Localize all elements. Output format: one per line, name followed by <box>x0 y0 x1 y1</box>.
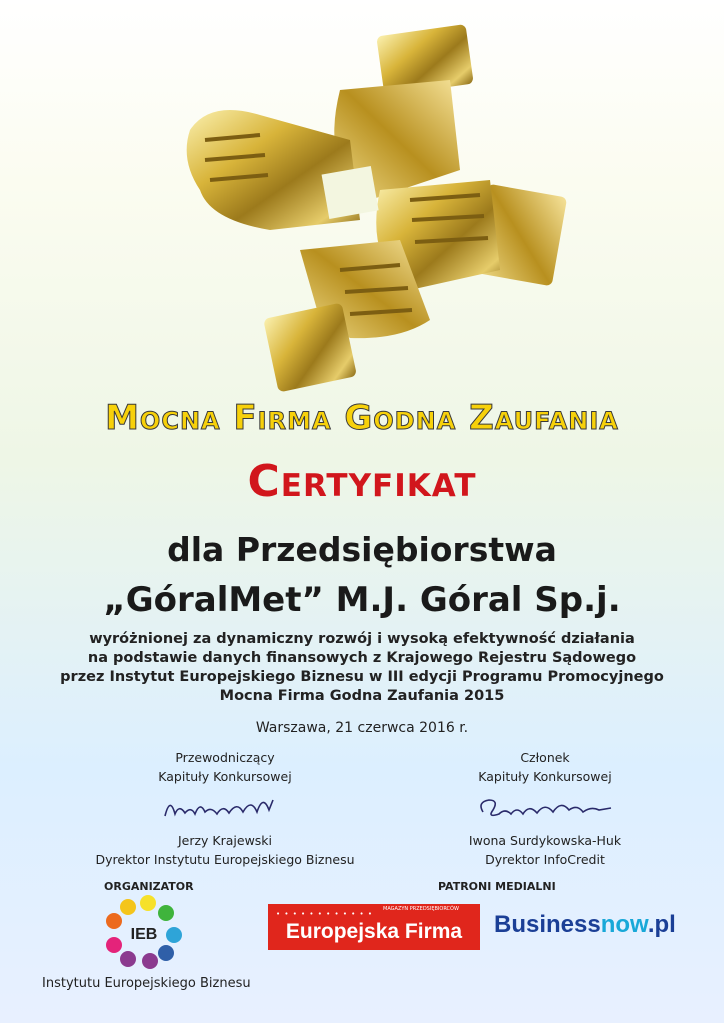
europejska-firma-tagline: MAGAZYN PRZEDSIĘBIORCÓW <box>383 906 459 912</box>
europejska-firma-dots: • • • • • • • • • • • • <box>276 910 374 918</box>
businessnow-logo <box>494 911 676 939</box>
signer-role-line1: Przewodniczący <box>175 750 275 765</box>
program-title: Mocna Firma Godna Zaufania <box>105 398 619 438</box>
ieb-dots-logo-icon <box>100 895 190 971</box>
description-line: na podstawie danych finansowych z Krajowego Rejestru Sądowego <box>87 650 637 666</box>
europejska-firma-name: Europejska Firma <box>285 920 463 943</box>
businessnow-part3: .pl <box>647 911 676 938</box>
signer-role-line2: Kapituły Konkursowej <box>478 769 612 784</box>
gold-hands-emblem-icon <box>150 20 570 400</box>
ieb-logo-text: IEB <box>130 926 158 943</box>
description-line: Mocna Firma Godna Zaufania 2015 <box>219 688 505 704</box>
businessnow-part1: Business <box>494 911 601 938</box>
organizer-label: ORGANIZATOR <box>104 880 194 893</box>
businessnow-part2: now <box>600 911 648 938</box>
signer-position: Dyrektor InfoCredit <box>485 852 605 867</box>
signature-block-left <box>60 748 390 869</box>
signer-role-line1: Członek <box>520 750 570 765</box>
signer-position: Dyrektor Instytutu Europejskiego Biznesu <box>95 852 355 867</box>
description-line: przez Instytut Europejskiego Biznesu w III edycji Programu Promocyjnego <box>60 669 664 685</box>
certificate-heading: Certyfikat <box>247 456 477 507</box>
place-date: Warszawa, 21 czerwca 2016 r. <box>255 720 469 736</box>
signer-role-line2: Kapituły Konkursowej <box>158 769 292 784</box>
company-name: „GóralMet” M.J. Góral Sp.j. <box>103 580 621 620</box>
signature-block-right <box>380 748 710 869</box>
signer-name: Iwona Surdykowska-Huk <box>468 833 622 848</box>
for-label: dla Przedsiębiorstwa <box>167 530 557 569</box>
europejska-firma-logo <box>268 904 480 950</box>
description-line: wyróżnionej za dynamiczny rozwój i wysoką efektywność działania <box>89 631 635 647</box>
handwritten-signature-surdykowska <box>465 786 625 826</box>
signer-name: Jerzy Krajewski <box>177 833 273 848</box>
organizer-name: Instytutu Europejskiego Biznesu <box>42 976 251 991</box>
handwritten-signature-krajewski <box>145 786 305 826</box>
patrons-label: PATRONI MEDIALNI <box>438 880 556 893</box>
award-description <box>0 630 724 706</box>
